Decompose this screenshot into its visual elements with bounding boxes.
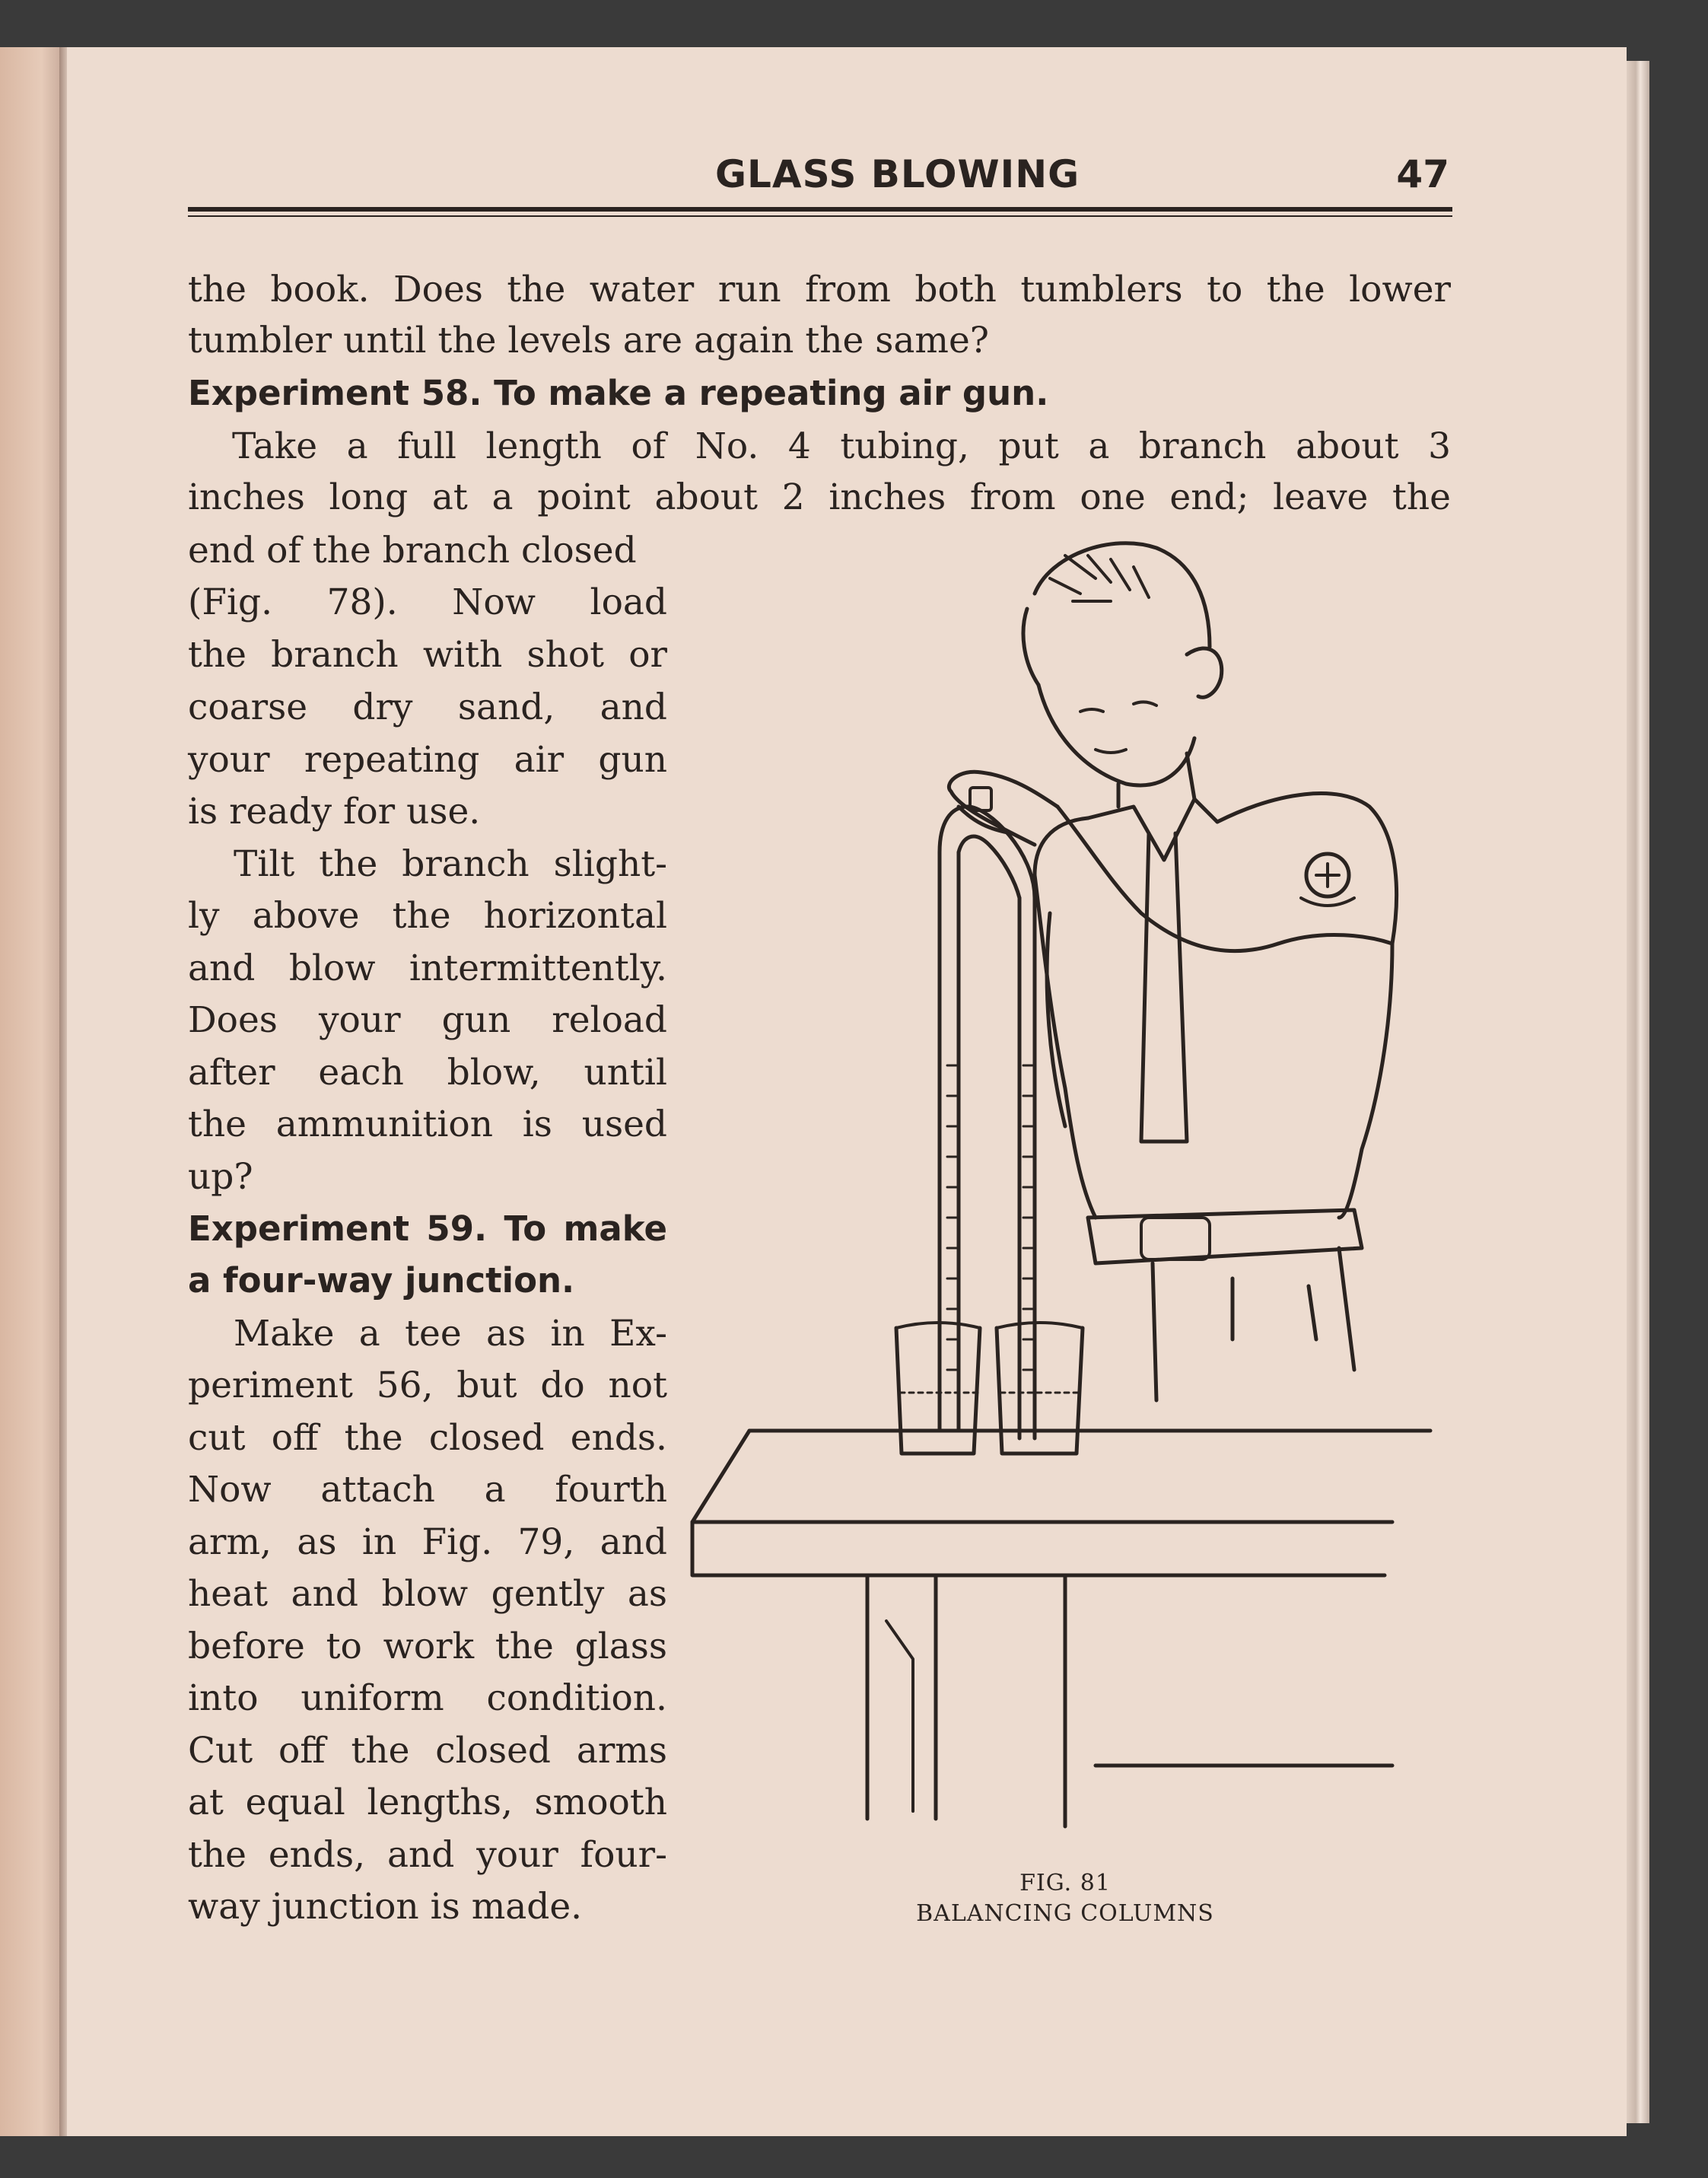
text-line: the ammunition is used bbox=[188, 1103, 667, 1145]
book-spine bbox=[59, 47, 67, 2136]
balancing-columns-illustration bbox=[685, 533, 1446, 1842]
text-line: Take a full length of No. 4 tubing, put a branch about 3 bbox=[232, 425, 1451, 467]
header-rule bbox=[188, 207, 1452, 212]
text-line: Make a tee as in Ex- bbox=[234, 1313, 667, 1355]
text-line: the branch with shot or bbox=[188, 634, 667, 676]
text-line: into uniform condition. bbox=[188, 1677, 667, 1719]
text-line: cut off the closed ends. bbox=[188, 1417, 667, 1459]
text-line: and blow intermittently. bbox=[188, 947, 667, 989]
experiment-heading: Experiment 59. To make bbox=[188, 1208, 667, 1249]
text-line: arm, as in Fig. 79, and bbox=[188, 1521, 667, 1563]
text-line: at equal lengths, smooth bbox=[188, 1782, 667, 1823]
text-line: periment 56, but do not bbox=[188, 1364, 667, 1406]
text-line: Now attach a fourth bbox=[188, 1469, 667, 1511]
text-line: (Fig. 78). Now load bbox=[188, 581, 667, 623]
page-number: 47 bbox=[1396, 152, 1449, 196]
text-line: Tilt the branch slight- bbox=[234, 843, 667, 885]
text-line: Cut off the closed arms bbox=[188, 1730, 667, 1772]
running-header-title: GLASS BLOWING bbox=[715, 152, 1080, 196]
text-line: before to work the glass bbox=[188, 1626, 667, 1667]
text-line: up? bbox=[188, 1156, 253, 1198]
page-stack-edge bbox=[1627, 61, 1649, 2123]
text-line: the book. Does the water run from both tumblers to the lower bbox=[188, 269, 1451, 310]
text-line: after each blow, until bbox=[188, 1052, 667, 1094]
header-rule-thin bbox=[188, 215, 1452, 217]
facing-page-edge bbox=[0, 47, 59, 2136]
text-line: tumbler until the levels are again the same? bbox=[188, 320, 989, 361]
figure-number: FIG. 81 bbox=[1019, 1870, 1111, 1896]
text-line: ly above the horizontal bbox=[188, 895, 667, 937]
text-line: coarse dry sand, and bbox=[188, 686, 667, 728]
experiment-heading: Experiment 58. To make a repeating air gun. bbox=[188, 373, 1049, 413]
text-line: inches long at a point about 2 inches from one end; leave the bbox=[188, 476, 1451, 518]
text-line: the ends, and your four- bbox=[188, 1834, 667, 1876]
text-line: heat and blow gently as bbox=[188, 1573, 667, 1615]
text-line: way junction is made. bbox=[188, 1886, 583, 1928]
experiment-heading: a four-way junction. bbox=[188, 1260, 575, 1301]
text-line: end of the branch closed bbox=[188, 530, 637, 572]
figure-caption: BALANCING COLUMNS bbox=[916, 1900, 1214, 1927]
text-line: Does your gun reload bbox=[188, 999, 667, 1041]
text-line: is ready for use. bbox=[188, 791, 481, 833]
text-line: your repeating air gun bbox=[188, 739, 667, 781]
